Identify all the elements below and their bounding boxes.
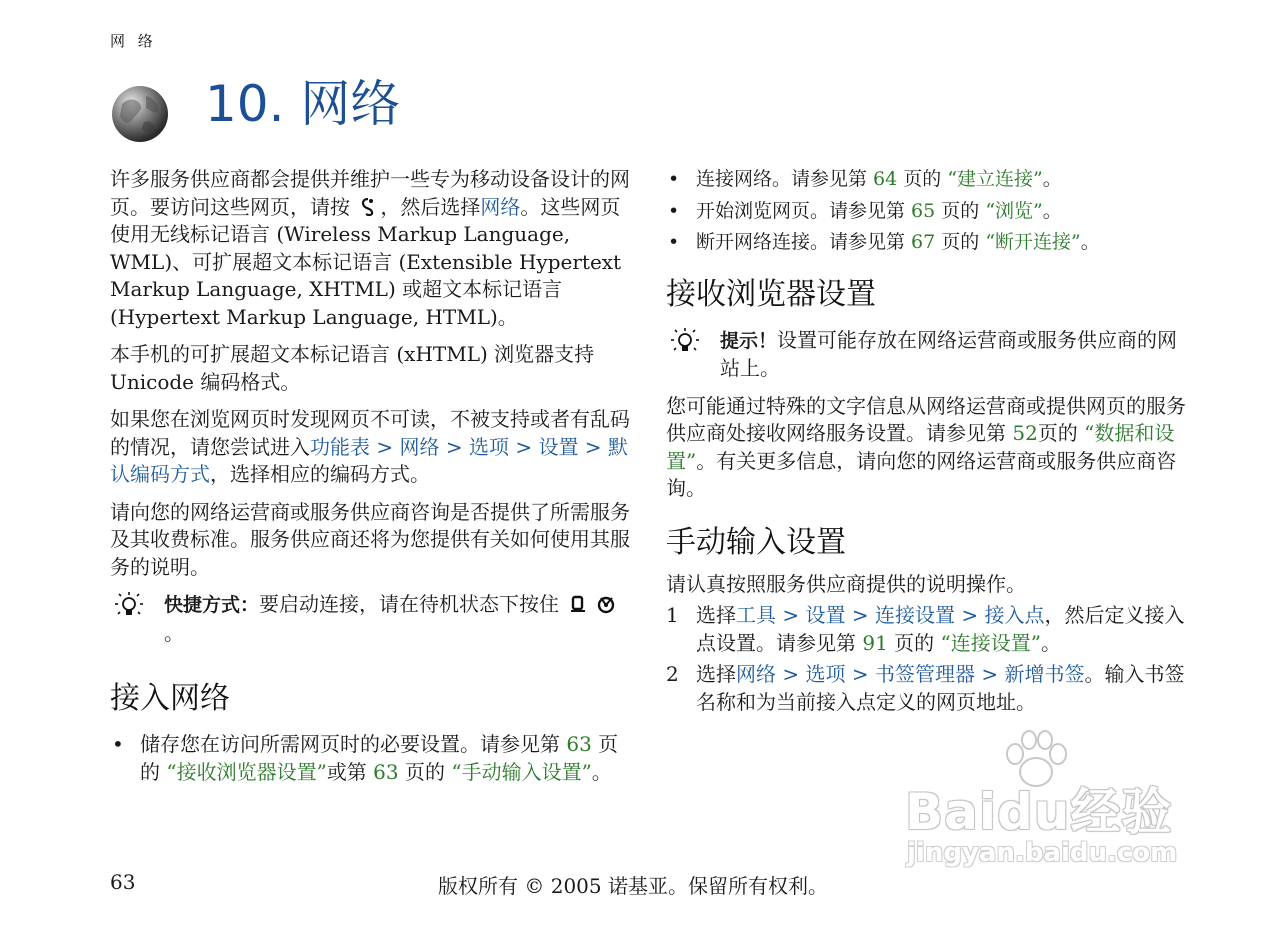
receive-text: 您可能通过特殊的文字信息从网络运营商或提供网页的服务供应商处接收网络服务设置。请参见第	[666, 393, 1186, 445]
bullet-text: 开始浏览网页。请参见第	[696, 199, 912, 222]
path-settings[interactable]: 设置	[805, 603, 846, 627]
path-menu[interactable]: 功能表	[310, 434, 370, 459]
manual-intro: 请认真按照服务供应商提供的说明操作。	[666, 571, 1026, 596]
path-separator: >	[974, 662, 1005, 686]
unreadable-text: ，选择相应的编码方式。	[210, 462, 430, 486]
path-separator: >	[845, 662, 875, 686]
page-ref[interactable]: 52	[1012, 421, 1038, 445]
step-number: 1	[666, 603, 679, 627]
path-default-encoding[interactable]: 默认编码方式	[110, 434, 628, 486]
list-item	[666, 198, 1188, 226]
intro-paragraph	[110, 166, 632, 331]
unreadable-text: 如果您在浏览网页时发现网页不可读，不被支持或者有乱码的情况，请您尝试进入	[110, 407, 630, 459]
path-separator: >	[508, 434, 539, 459]
link-network[interactable]: 网络	[480, 194, 521, 219]
lightbulb-icon	[670, 327, 700, 357]
page-ref[interactable]: 91	[862, 630, 888, 655]
browser-key-icon	[595, 594, 617, 614]
list-item	[666, 602, 1188, 657]
shortcut-body	[164, 591, 632, 647]
globe-icon	[110, 84, 170, 144]
bullet-text: 或第	[326, 759, 374, 784]
path-separator: >	[370, 434, 400, 459]
bullet-text: 页的	[897, 168, 948, 190]
path-separator: >	[776, 662, 806, 686]
path-bookmark-manager[interactable]: 书签管理器	[874, 662, 975, 686]
bullet-text: 页的	[935, 199, 986, 222]
bullet-text: 页的	[398, 759, 452, 784]
intro-text: 许多服务供应商都会提供并维护一些专为移动设备设计的网页。要访问这些网页，请按	[110, 167, 630, 219]
zero-key-icon	[569, 594, 587, 614]
xref-browse[interactable]: “浏览”	[985, 199, 1043, 222]
copyright: 版权所有 © 2005 诺基亚。保留所有权利。	[438, 874, 828, 898]
lightbulb-icon	[114, 591, 144, 621]
path-settings[interactable]: 设置	[538, 434, 579, 459]
section-title-manual-settings: 手动输入设置	[666, 524, 846, 560]
path-separator: >	[439, 434, 469, 459]
bullet-text: 。	[591, 759, 612, 784]
menu-key-icon	[360, 197, 376, 217]
path-add-bookmark[interactable]: 新增书签	[1004, 662, 1085, 686]
path-network[interactable]: 网络	[736, 662, 776, 686]
tip-label: 提示！	[720, 329, 778, 352]
xref-receive-settings[interactable]: “接收浏览器设置”	[166, 759, 327, 784]
bullet-text: 连接网络。请参见第	[696, 168, 874, 190]
path-separator: >	[845, 603, 875, 627]
bullet-text: 页的	[140, 732, 619, 784]
step-text: 。输入书签名称和为当前接入点定义的网页地址。	[696, 662, 1185, 714]
page-ref[interactable]: 65	[911, 199, 936, 222]
bullet-text: 储存您在访问所需网页时的必要设置。请参见第	[140, 732, 567, 756]
xref-manual-settings[interactable]: “手动输入设置”	[451, 759, 592, 784]
left-column	[110, 166, 632, 786]
path-options[interactable]: 选项	[805, 662, 846, 686]
right-column	[666, 166, 1188, 720]
bullet-text: 。	[1080, 231, 1100, 253]
watermark-url: jingyan.baidu.com	[907, 838, 1178, 868]
manual-steps	[666, 602, 1188, 716]
running-head: 网 络	[110, 32, 157, 50]
access-bullet-list	[110, 731, 632, 786]
list-item	[666, 166, 1188, 194]
consult-paragraph: 请向您的网络运营商或服务供应商咨询是否提供了所需服务及其收费标准。服务供应商还将为您提供有关如何使用其服务的说明。	[110, 499, 630, 579]
baidu-watermark	[905, 730, 1205, 880]
step-text: 页的	[887, 630, 941, 655]
path-options[interactable]: 选项	[468, 434, 509, 459]
page-number: 63	[110, 870, 136, 894]
path-access-point[interactable]: 接入点	[984, 603, 1045, 627]
right-bullet-list	[666, 166, 1188, 257]
list-item	[110, 731, 632, 786]
xref-establish-connection[interactable]: “建立连接”	[947, 168, 1043, 190]
page-ref[interactable]: 67	[911, 231, 936, 253]
xref-connection-settings[interactable]: “连接设置”	[940, 630, 1041, 655]
step-text: 选择	[696, 662, 736, 686]
page-ref[interactable]: 63	[566, 732, 592, 756]
shortcut-text: 要启动连接，请在待机状态下按住	[259, 592, 566, 616]
chapter-title: 10. 网络	[205, 75, 401, 133]
tip-text: 设置可能存放在网络运营商或服务供应商的网站上。	[720, 327, 1178, 380]
watermark-brand: Baidu经验	[905, 783, 1173, 841]
path-separator: >	[578, 434, 608, 459]
bullet-text: 。	[1042, 199, 1062, 222]
page-ref[interactable]: 64	[873, 168, 898, 190]
step-text: ，然后定义接入点设置。请参见第	[696, 603, 1185, 655]
settings-tip	[666, 327, 1188, 383]
step-text: 选择	[696, 603, 736, 627]
receive-text: 。有关更多信息，请向您的网络运营商或服务供应商咨询。	[666, 448, 1177, 500]
intro-text: ，然后选择	[380, 194, 481, 219]
path-network[interactable]: 网络	[399, 434, 440, 459]
receive-paragraph	[666, 393, 1188, 503]
list-item	[666, 661, 1188, 716]
shortcut-tip	[110, 591, 632, 647]
shortcut-end: 。	[164, 620, 184, 645]
intro-text: 。这些网页使用无线标记语言 (Wireless Markup Language, WML)、可扩展超文本标记语言 (Extensible Hypertext Markup Language, XHTML) 或超文本标记语言 (Hypertext Markup Language, HTML)。	[110, 194, 622, 329]
list-item	[666, 229, 1188, 257]
unreadable-paragraph	[110, 406, 632, 489]
xref-data-settings[interactable]: “数据和设置”	[666, 421, 1175, 473]
shortcut-label: 快捷方式：	[164, 594, 260, 616]
tip-body	[720, 327, 1188, 383]
section-title-receive-settings: 接收浏览器设置	[666, 276, 876, 312]
receive-text: 页的	[1037, 421, 1085, 445]
path-separator: >	[954, 603, 985, 627]
step-number: 2	[666, 662, 679, 686]
bullet-text: 页的	[935, 231, 986, 253]
step-text: 。	[1040, 630, 1061, 655]
section-title-access-network: 接入网络	[110, 681, 230, 716]
page-ref[interactable]: 63	[373, 759, 399, 784]
path-separator: >	[776, 603, 806, 627]
unicode-paragraph: 本手机的可扩展超文本标记语言 (xHTML) 浏览器支持 Unicode 编码格式。	[110, 342, 595, 394]
path-connection-settings[interactable]: 连接设置	[874, 603, 955, 627]
path-tools[interactable]: 工具	[736, 603, 776, 627]
bullet-text: 。	[1042, 168, 1062, 190]
bullet-text: 断开网络连接。请参见第	[696, 231, 912, 253]
xref-disconnect[interactable]: “断开连接”	[985, 231, 1081, 253]
